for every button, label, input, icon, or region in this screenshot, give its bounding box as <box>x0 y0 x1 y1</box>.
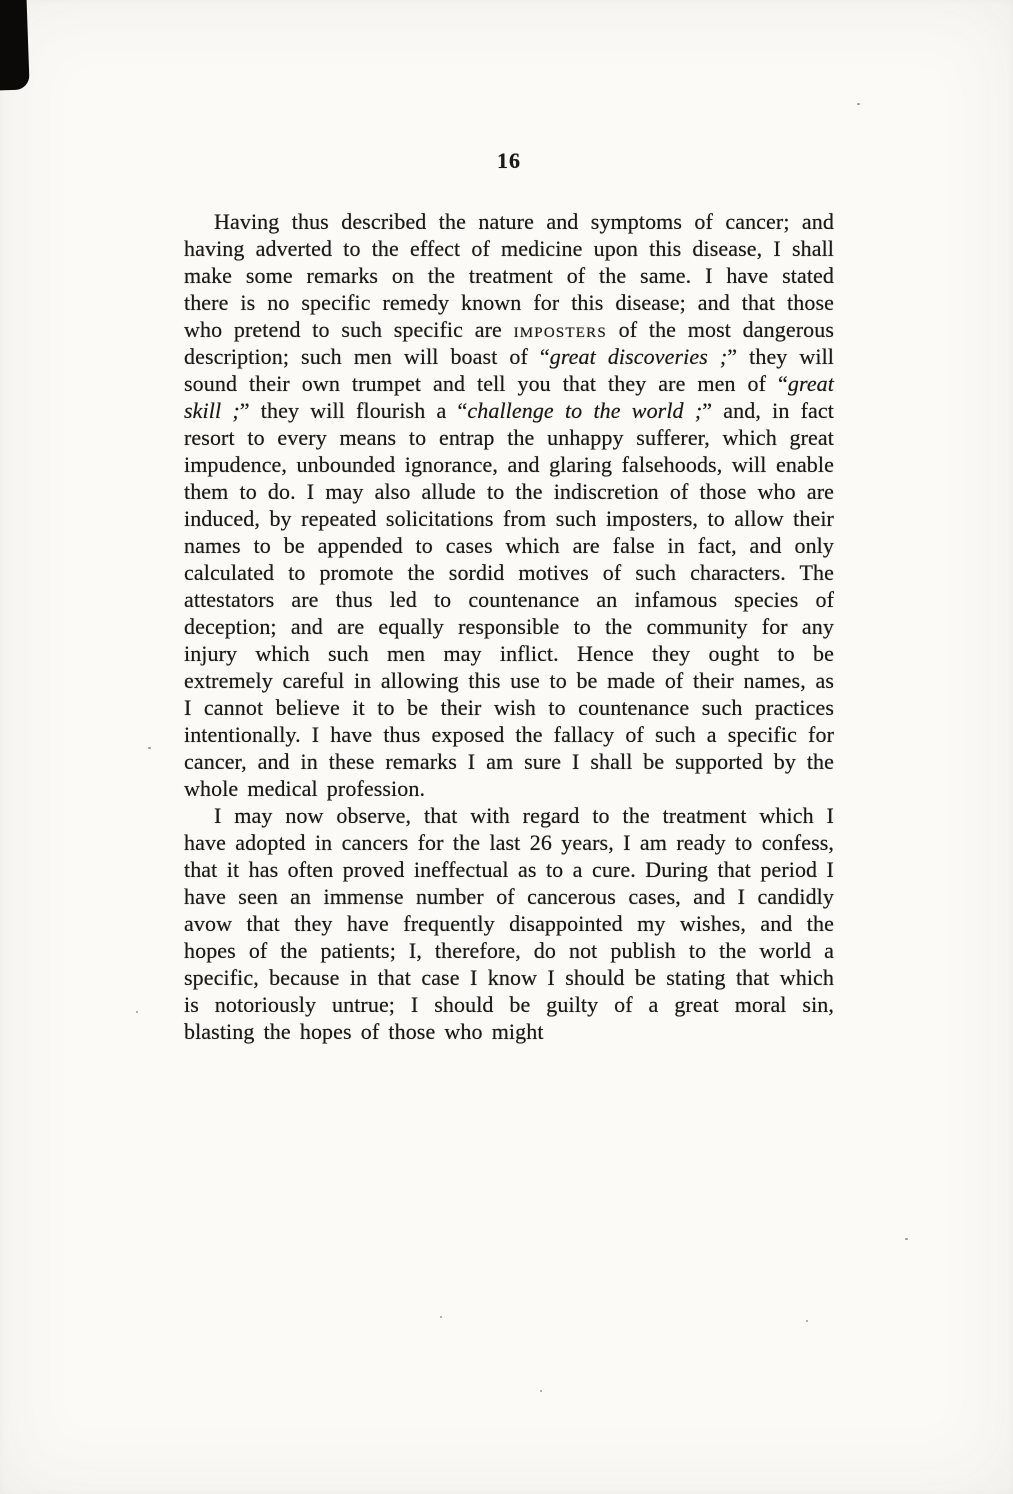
paragraph <box>184 208 834 802</box>
text-run-italic: great discoveries ; <box>549 344 728 369</box>
text-run-normal: ” and, in fact resort to every means to entrap the unhappy sufferer, which great impudence, unbounded ignorance, and glaring falsehoods, will enable them to do. I may also allude to the indiscretion of those who are induced, by repeated solicitations from such imposters, to allow their names to be appended to cases which are false in fact, and only calculated to promote the sordid motives of such characters. The attestators are thus led to countenance an infamous species of deception; and are equally responsible to the community for any injury which such men may inflict. Hence they ought to be extremely careful in allowing this use to be made of their names, as I cannot believe it to be their wish to countenance such practices intentionally. I have thus exposed the fallacy of such a specific for cancer, and in these remarks I am sure I shall be supported by the whole medical profession. <box>184 398 834 801</box>
body-text <box>184 208 834 1045</box>
text-run-normal: Having thus described the nature and symptoms of cancer; and having adverted to the effect of medicine upon this disease, I shall make some remarks on the treatment of the same. I have stated there is no specific remedy known for this disease; and that those who pretend to such specific are <box>184 209 834 342</box>
page-content <box>184 148 834 1045</box>
scan-speck <box>440 1316 442 1318</box>
text-run-italic: great skill ; <box>184 371 834 423</box>
scan-speck <box>857 103 860 105</box>
scan-speck <box>540 1390 542 1392</box>
text-run-italic: challenge to the world ; <box>467 398 703 423</box>
scan-speck <box>806 1320 808 1322</box>
scan-speck <box>148 747 151 749</box>
paragraph <box>184 802 834 1045</box>
scan-speck <box>905 1238 908 1240</box>
text-run-normal: ” they will sound their own trumpet and tell you that they are men of “ <box>184 344 834 396</box>
text-run-normal: I may now observe, that with regard to the treatment which I have adopted in cancers for the last 26 years, I am ready to confess, that it has often proved ineffectual as to a cure. During that period I have seen an immense number of cancerous cases, and I candidly avow that they have frequently disappointed my wishes, and the hopes of the patients; I, therefore, do not publish to the world a specific, because in that case I know I should be stating that which is notoriously untrue; I should be guilty of a great moral sin, blasting the hopes of those who might <box>184 803 834 1044</box>
text-run-smallcaps: imposters <box>513 317 607 342</box>
text-run-normal: ” they will flourish a “ <box>239 398 468 423</box>
scan-speck <box>136 1011 138 1013</box>
text-run-normal: of the most dangerous description; such men will boast of “ <box>184 317 834 369</box>
page-number: 16 <box>497 148 521 173</box>
scan-artifact-corner <box>0 0 30 91</box>
